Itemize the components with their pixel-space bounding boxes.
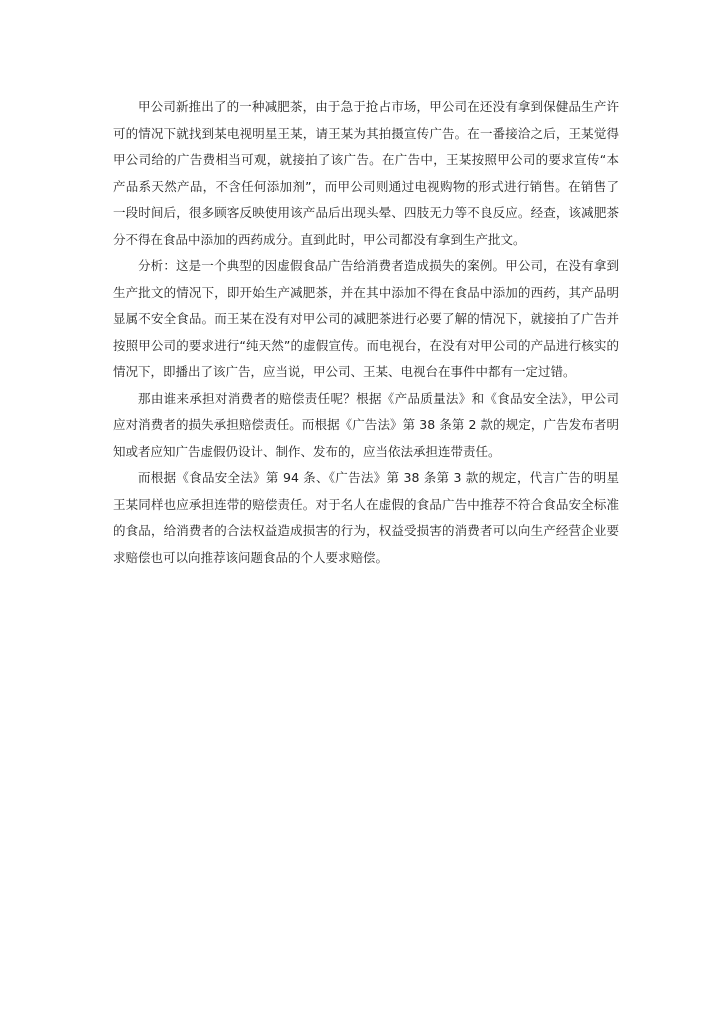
paragraph-liability-question: 那由谁来承担对消费者的赔偿责任呢？根据《产品质量法》和《食品安全法》，甲公司应对消费者的损失承担赔偿责任。而根据《广告法》第 38 条第 2 款的规定，广告发布者明知或者应知广告虚假仍设计、制作、发布的，应当依法承担连带责任。: [113, 390, 619, 459]
paragraph-case-description: 甲公司新推出了的一种减肥茶，由于急于抢占市场，甲公司在还没有拿到保健品生产许可的情况下就找到某电视明星王某，请王某为其拍摄宣传广告。在一番接洽之后，王某觉得甲公司给的广告费相当可观，就接拍了该广告。在广告中，王某按照甲公司的要求宣传“本产品系天然产品，不含任何添加剂”，而甲公司则通过电视购物的形式进行销售。在销售了一段时间后，很多顾客反映使用该产品后出现头晕、四肢无力等不良反应。经查，该减肥茶分不得在食品中添加的西药成分。直到此时，甲公司都没有拿到生产批文。: [113, 99, 619, 247]
document-body: [113, 94, 619, 571]
paragraph-celebrity-liability: 而根据《食品安全法》第 94 条、《广告法》第 38 条第 3 款的规定，代言广告的明星王某同样也应承担连带的赔偿责任。对于名人在虚假的食品广告中推荐不符合食品安全标准的食品，给消费者的合法权益造成损害的行为，权益受损害的消费者可以向生产经营企业要求赔偿也可以向推荐该问题食品的个人要求赔偿。: [113, 470, 619, 565]
paragraph-analysis: 分析：这是一个典型的因虚假食品广告给消费者造成损失的案例。甲公司，在没有拿到生产批文的情况下，即开始生产减肥茶，并在其中添加不得在食品中添加的西药，其产品明显属不安全食品。而王某在没有对甲公司的减肥茶进行必要了解的情况下，就接拍了广告并按照甲公司的要求进行“纯天然”的虚假宣传。而电视台，在没有对甲公司的产品进行核实的情况下，即播出了该广告，应当说，甲公司、王某、电视台在事件中都有一定过错。: [113, 258, 619, 379]
